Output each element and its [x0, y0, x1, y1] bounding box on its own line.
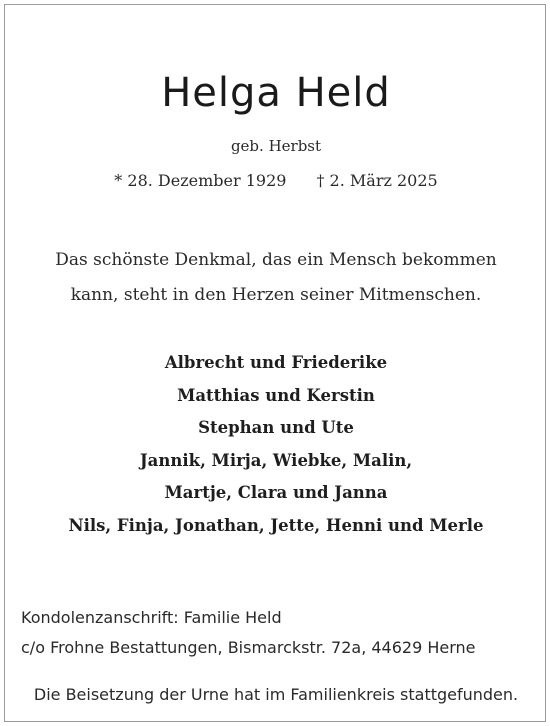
condolence-address	[21, 603, 476, 663]
contact-line: c/o Frohne Bestattungen, Bismarckstr. 72a, 44629 Herne	[21, 638, 476, 657]
deceased-name: Helga Held	[161, 70, 391, 116]
quote-line: kann, steht in den Herzen seiner Mitmenschen.	[70, 285, 482, 305]
birth-date: * 28. Dezember 1929	[114, 171, 287, 190]
life-dates	[5, 171, 547, 190]
mourners-line: Albrecht und Friederike	[164, 353, 388, 372]
death-date: † 2. März 2025	[316, 171, 438, 190]
mourners-line: Martje, Clara und Janna	[164, 483, 388, 502]
birth-name: geb. Herbst	[230, 137, 322, 155]
obituary-notice	[4, 4, 546, 722]
mourners-line: Jannik, Mirja, Wiebke, Malin,	[139, 450, 413, 470]
burial-note: Die Beisetzung der Urne hat im Familienkreis stattgefunden.	[33, 685, 519, 704]
quote-line: Das schönste Denkmal, das ein Mensch bekommen	[55, 250, 497, 270]
mourners-line: Nils, Finja, Jonathan, Jette, Henni und Merle	[68, 515, 484, 535]
mourners-line: Matthias und Kerstin	[177, 385, 375, 405]
mourners-line: Stephan und Ute	[198, 418, 354, 437]
mourners-list	[5, 347, 547, 542]
memorial-quote	[5, 243, 547, 313]
contact-line: Kondolenzanschrift: Familie Held	[21, 608, 282, 627]
